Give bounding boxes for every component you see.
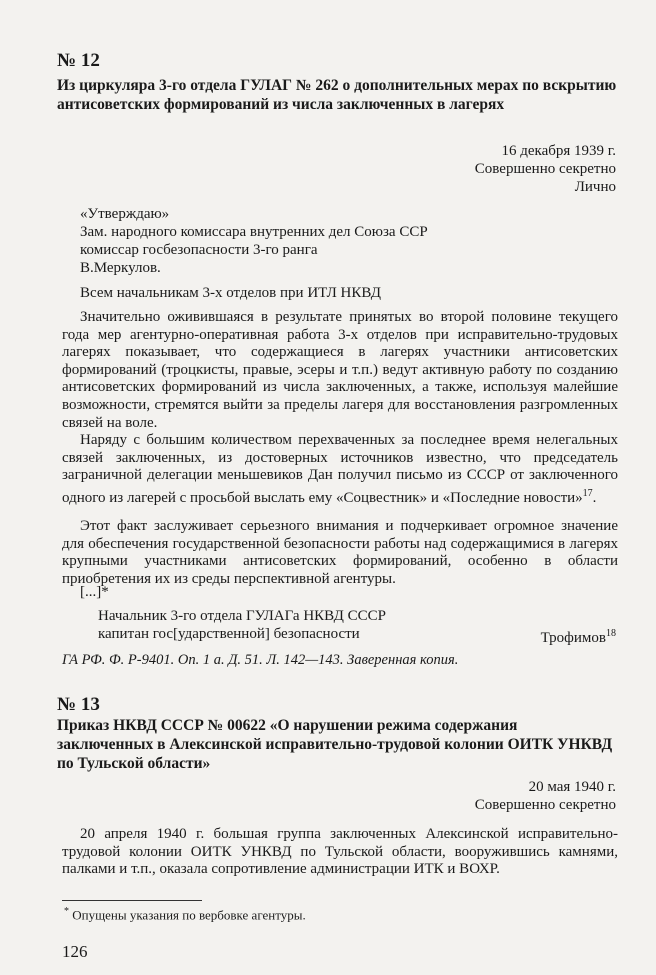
doc12-signer-name: Трофимов (540, 630, 606, 646)
doc12-paragraph-2: Наряду с большим количеством перехваченных за последнее время нелегальных связей заключенных, из достоверных источников известно, что председатель заграничной делегации меньшевиков Дан получил письмо из СССР от заключенного одного из лагерей с просьбой выслать ему «Соцвестник» и «Последние новости»$^{17}$. (62, 432, 618, 506)
footnote-ref-17: 17 (582, 487, 593, 499)
doc12-addressee: Всем начальникам 3-х отделов при ИТЛ НКВД (80, 285, 381, 301)
doc12-paragraph-2-text: Наряду с большим количеством перехваченных за последнее время нелегальных связей заключенных, из достоверных источников известно, что председатель заграничной делегации меньшевиков Дан получил письмо из СССР от заключенного одного из лагерей с просьбой выслать ему «Соцвестник» и «Последние новости» (62, 432, 618, 506)
doc12-omission (80, 583, 109, 601)
doc12-paragraph-1: Значительно оживившаяся в результате принятых во второй половине текущего года мер агентурно-оперативная работа 3-х отделов при исправительно-трудовых лагерях показывает, что содержащиеся в лагерях участники антисоветских формирований (троцкисты, правые, эсеры и т.п.) ведут активную работу по созданию антисоветских формирований из числа заключенных, а также, используя малейшие возможности, стремятся выйти за пределы лагеря для восстановления разгромленных связей на воле. (62, 309, 618, 431)
footnote (64, 906, 306, 923)
doc12-date: 16 декабря 1939 г. (501, 143, 616, 159)
page-number: 126 (62, 942, 88, 961)
doc13-number: № 13 (57, 694, 100, 715)
footnote-ref-18: 18 (606, 628, 616, 639)
doc12-signer (541, 625, 616, 647)
doc12-secrecy: Совершенно секретно (474, 161, 616, 177)
doc12-paragraph-3: Этот факт заслуживает серьезного внимания и подчеркивает огромное значение для обеспечения государственной безопасности работы над содержащимися в лагерях крупными участниками антисоветских формирований, особенно в области приобретения их из среды перспективной агентуры. (62, 518, 618, 587)
doc12-signature-line2: капитан гос[ударственной] безопасности (98, 626, 360, 642)
doc13-title: Приказ НКВД СССР № 00622 «О нарушении режима содержания заключенных в Алексинской исправительно-трудовой колонии ОИТК УНКВД по Тульской области» (57, 717, 613, 772)
footnote-text: Опущены указания по вербовке агентуры. (72, 907, 306, 923)
doc12-approve-line2: Зам. народного комиссара внутренних дел Союза ССР (80, 224, 428, 240)
doc12-archive-source: ГА РФ. Ф. Р-9401. Оп. 1 а. Д. 51. Л. 142—143. Заверенная копия. (62, 652, 459, 668)
doc12-number: № 12 (57, 50, 100, 71)
omission-brackets: [...] (80, 584, 102, 600)
doc12-signature-line1: Начальник 3-го отдела ГУЛАГа НКВД СССР (98, 608, 386, 624)
doc13-secrecy: Совершенно секретно (474, 797, 616, 813)
doc12-personal: Лично (574, 179, 616, 195)
doc12-approve-line1: «Утверждаю» (80, 206, 170, 222)
doc13-date: 20 мая 1940 г. (528, 779, 616, 795)
doc12-approve-line3: комиссар госбезопасности 3-го ранга (80, 242, 318, 258)
footnote-mark: * (64, 906, 69, 917)
omission-footnote-mark: * (101, 584, 109, 600)
footnote-divider (62, 900, 202, 901)
doc12-approve-line4: В.Меркулов. (80, 260, 161, 276)
doc12-title: Из циркуляра 3-го отдела ГУЛАГ № 262 о дополнительных мерах по вскрытию антисоветских формирований из числа заключенных в лагерях (57, 77, 617, 113)
doc13-paragraph-1: 20 апреля 1940 г. большая группа заключенных Алексинской исправительно-трудовой колонии ОИТК УНКВД по Тульской области, вооружившись камнями, палками и т.п., оказала сопротивление администрации ИТК и ВОХР. (62, 826, 618, 878)
